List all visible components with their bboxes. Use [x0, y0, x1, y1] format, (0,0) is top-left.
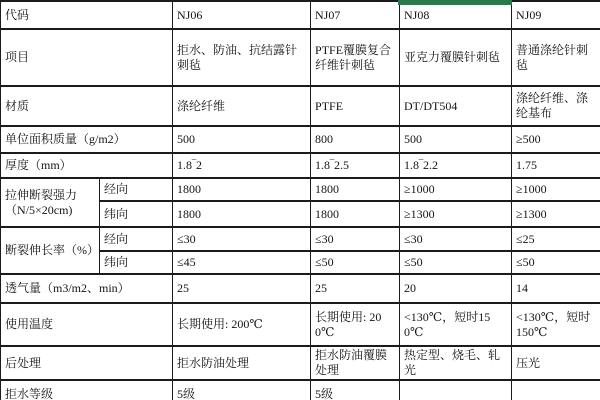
table-cell: ≤30	[173, 227, 311, 251]
table-cell: 500	[173, 126, 311, 153]
row-label-material: 材质	[1, 86, 173, 126]
table-row	[1, 153, 600, 178]
table-row	[1, 303, 600, 346]
table-cell: 14	[512, 274, 600, 303]
table-cell: PTFE覆膜复合纤维针刺毡	[311, 29, 400, 86]
table-cell: ≤30	[400, 227, 512, 251]
row-label-tensile-strength: 拉伸断裂强力（N/5×20cm)	[1, 178, 100, 227]
row-label-water-repellency-grade: 拒水等级	[1, 380, 173, 400]
table-cell	[512, 380, 600, 400]
table-cell: 25	[173, 274, 311, 303]
table-row	[1, 1, 600, 29]
table-cell: <130℃，短时150℃	[400, 303, 512, 346]
table-row	[1, 29, 600, 86]
table-cell: ≥1300	[512, 201, 600, 227]
table-cell: 5级	[173, 380, 311, 400]
table-cell: PTFE	[311, 86, 400, 126]
table-cell: ≤50	[311, 251, 400, 274]
column-header-nj08: NJ08	[400, 1, 512, 29]
table-row	[1, 86, 600, 126]
table-cell: 500	[400, 126, 512, 153]
column-header-nj09: NJ09	[512, 1, 600, 29]
row-label-thickness: 厚度（mm）	[1, 153, 173, 178]
sub-row-label-warp: 经向	[100, 178, 173, 201]
table-cell: 拒水防油覆膜处理	[311, 346, 400, 380]
table-cell: 1800	[311, 178, 400, 201]
table-cell: ≤30	[311, 227, 400, 251]
table-cell: 长期使用: 200℃	[311, 303, 400, 346]
table-cell: ≥1300	[400, 201, 512, 227]
table-cell: 1800	[173, 201, 311, 227]
table-cell: ≥1000	[512, 178, 600, 201]
table-cell: 长期使用: 200℃	[173, 303, 311, 346]
sub-row-label-weft: 纬向	[100, 201, 173, 227]
table-cell: 1.8‾2.5	[311, 153, 400, 178]
row-label-code: 代码	[1, 1, 173, 29]
row-label-item: 项目	[1, 29, 173, 86]
table-cell: 热定型、烧毛、轧光	[400, 346, 512, 380]
table-cell: 涤纶纤维、涤纶基布	[512, 86, 600, 126]
table-row	[1, 126, 600, 153]
table-row	[1, 178, 600, 201]
table-cell: 拒水、防油、抗结露针刺毡	[173, 29, 311, 86]
row-label-air-permeability: 透气量（m3/m2、min）	[1, 274, 173, 303]
table-cell: <130℃，短时150℃	[512, 303, 600, 346]
table-cell: 拒水防油处理	[173, 346, 311, 380]
row-label-elongation: 断裂伸长率（%）	[1, 227, 100, 274]
table-cell: ≥1000	[400, 178, 512, 201]
table-cell: DT/DT504	[400, 86, 512, 126]
table-cell: 25	[311, 274, 400, 303]
table-row	[1, 380, 600, 400]
table-cell: 涤纶纤维	[173, 86, 311, 126]
table-cell: 压光	[512, 346, 600, 380]
table-cell	[400, 380, 512, 400]
table-cell: 普通涤纶针刺毡	[512, 29, 600, 86]
table-cell: 1.8‾2.2	[400, 153, 512, 178]
table-row	[1, 227, 600, 251]
sub-row-label-warp: 经向	[100, 227, 173, 251]
table-cell: 20	[400, 274, 512, 303]
table-row	[1, 274, 600, 303]
table-row	[1, 346, 600, 380]
table-cell: ≤25	[512, 227, 600, 251]
nj08-column-highlight-bar	[398, 0, 512, 5]
table-cell: 1800	[311, 201, 400, 227]
table-cell: ≥500	[512, 126, 600, 153]
table-cell: 800	[311, 126, 400, 153]
row-label-post-treatment: 后处理	[1, 346, 173, 380]
row-label-operating-temperature: 使用温度	[1, 303, 173, 346]
row-label-mass-per-area: 单位面积质量（g/m2）	[1, 126, 173, 153]
column-header-nj07: NJ07	[311, 1, 400, 29]
table-cell: 亚克力覆膜针刺毡	[400, 29, 512, 86]
table-cell: 1.8‾2	[173, 153, 311, 178]
table-cell: ≤50	[512, 251, 600, 274]
column-header-nj06: NJ06	[173, 1, 311, 29]
table-cell: 5级	[311, 380, 400, 400]
table-cell: 1800	[173, 178, 311, 201]
table-cell: ≤50	[400, 251, 512, 274]
table-cell: ≤45	[173, 251, 311, 274]
table-cell: 1.75	[512, 153, 600, 178]
sub-row-label-weft: 纬向	[100, 251, 173, 274]
